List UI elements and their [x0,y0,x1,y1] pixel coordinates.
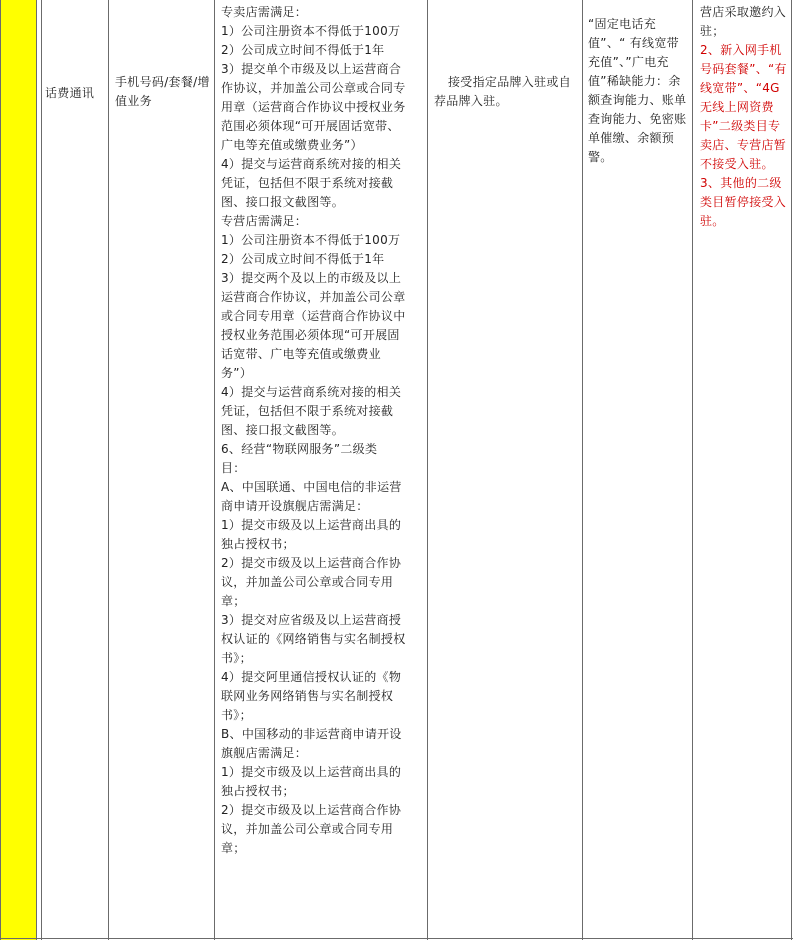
requirement-line: 凭证，包括但不限于系统对接截 [221,404,394,418]
requirement-line: 用章（运营商合作协议中授权业务 [221,100,406,114]
requirement-line: 4）提交阿里通信授权认证的《物 [221,670,402,684]
requirement-line: 专营店需满足： [221,214,308,228]
notes-text [700,0,790,231]
requirement-line: 章； [221,841,246,855]
requirement-line: A、中国联通、中国电信的非运营 [221,480,402,494]
requirement-line: 3）提交两个及以上的市级及以上 [221,271,402,285]
requirements-text [221,0,425,858]
requirement-line: 书》； [221,708,252,722]
requirement-line: 4）提交与运营商系统对接的相关 [221,385,402,399]
requirement-line: 1）公司注册资本不得低于100万 [221,233,401,247]
brand-requirement-text: 接受指定品牌入驻或自荐品牌入驻。 [434,75,572,108]
requirement-line: 旗舰店需满足： [221,746,308,760]
requirement-line: 权认证的《网络销售与实名制授权 [221,632,406,646]
requirement-line: 书》； [221,651,252,665]
requirement-line: 商申请开设旗舰店需满足： [221,499,369,513]
requirement-line: 独占授权书； [221,784,295,798]
notes-red-item: 2、新入网手机号码套餐”、“有线宽带”、“4G无线上网资费卡”二级类目专卖店、专营店暂不接受入驻。 [700,43,787,171]
highlight-column [0,0,37,940]
requirement-line: B、中国移动的非运营商申请开设 [221,727,402,741]
requirement-line: 授权业务范围必须体现“可开展固 [221,328,400,342]
ability-requirement-text: “固定电话充值”、“ 有线宽带充值”、”广电充值”稀缺能力：余额查询能力、账单查询能力、免密账单催缴、余额预警。 [588,17,687,164]
requirement-line: 凭证，包括但不限于系统对接截 [221,176,394,190]
requirement-line: 作协议，并加盖公司公章或合同专 [221,81,406,95]
subcategory-text: 手机号码/套餐/增值业务 [115,75,210,108]
requirement-line: 运营商合作协议，并加盖公司公章 [221,290,406,304]
notes-top-text: 营店采取邀约入驻； [700,5,787,38]
requirement-line: 3）提交单个市级及以上运营商合 [221,62,402,76]
subcategory-cell [109,0,215,940]
requirement-line: 或合同专用章（运营商合作协议中 [221,309,406,323]
category-text: 话费通讯 [45,86,95,100]
requirement-line: 2）提交市级及以上运营商合作协 [221,556,402,570]
requirement-line: 范围必须体现“可开展固话宽带、 [221,119,400,133]
requirement-line: 3）提交对应省级及以上运营商授 [221,613,402,627]
requirement-line: 4）提交与运营商系统对接的相关 [221,157,402,171]
requirement-line: 议，并加盖公司公章或合同专用 [221,822,394,836]
requirement-line: 务”） [221,366,253,380]
requirement-line: 广电等充值或缴费业务”） [221,138,363,152]
row-bottom-border [0,938,793,939]
requirement-line: 议，并加盖公司公章或合同专用 [221,575,394,589]
requirement-line: 2）提交市级及以上运营商合作协 [221,803,402,817]
notes-red-item: 3、其他的二级类目暂停接受入驻。 [700,176,787,228]
category-cell [42,0,109,940]
requirement-line: 专卖店需满足： [221,5,308,19]
requirement-line: 1）提交市级及以上运营商出具的 [221,765,402,779]
requirement-line: 话宽带、广电等充值或缴费业 [221,347,381,361]
requirement-line: 图、接口报文截图等。 [221,195,345,209]
requirement-line: 独占授权书； [221,537,295,551]
requirement-line: 章； [221,594,246,608]
requirement-line: 图、接口报文截图等。 [221,423,345,437]
requirement-line: 2）公司成立时间不得低于1年 [221,252,385,266]
requirement-line: 目： [221,461,246,475]
requirement-line: 联网业务网络销售与实名制授权 [221,689,394,703]
requirement-line: 2）公司成立时间不得低于1年 [221,43,385,57]
requirement-line: 6、经营“物联网服务”二级类 [221,442,378,456]
brand-cell [428,0,583,940]
requirement-line: 1）提交市级及以上运营商出具的 [221,518,402,532]
requirement-line: 1）公司注册资本不得低于100万 [221,24,401,38]
